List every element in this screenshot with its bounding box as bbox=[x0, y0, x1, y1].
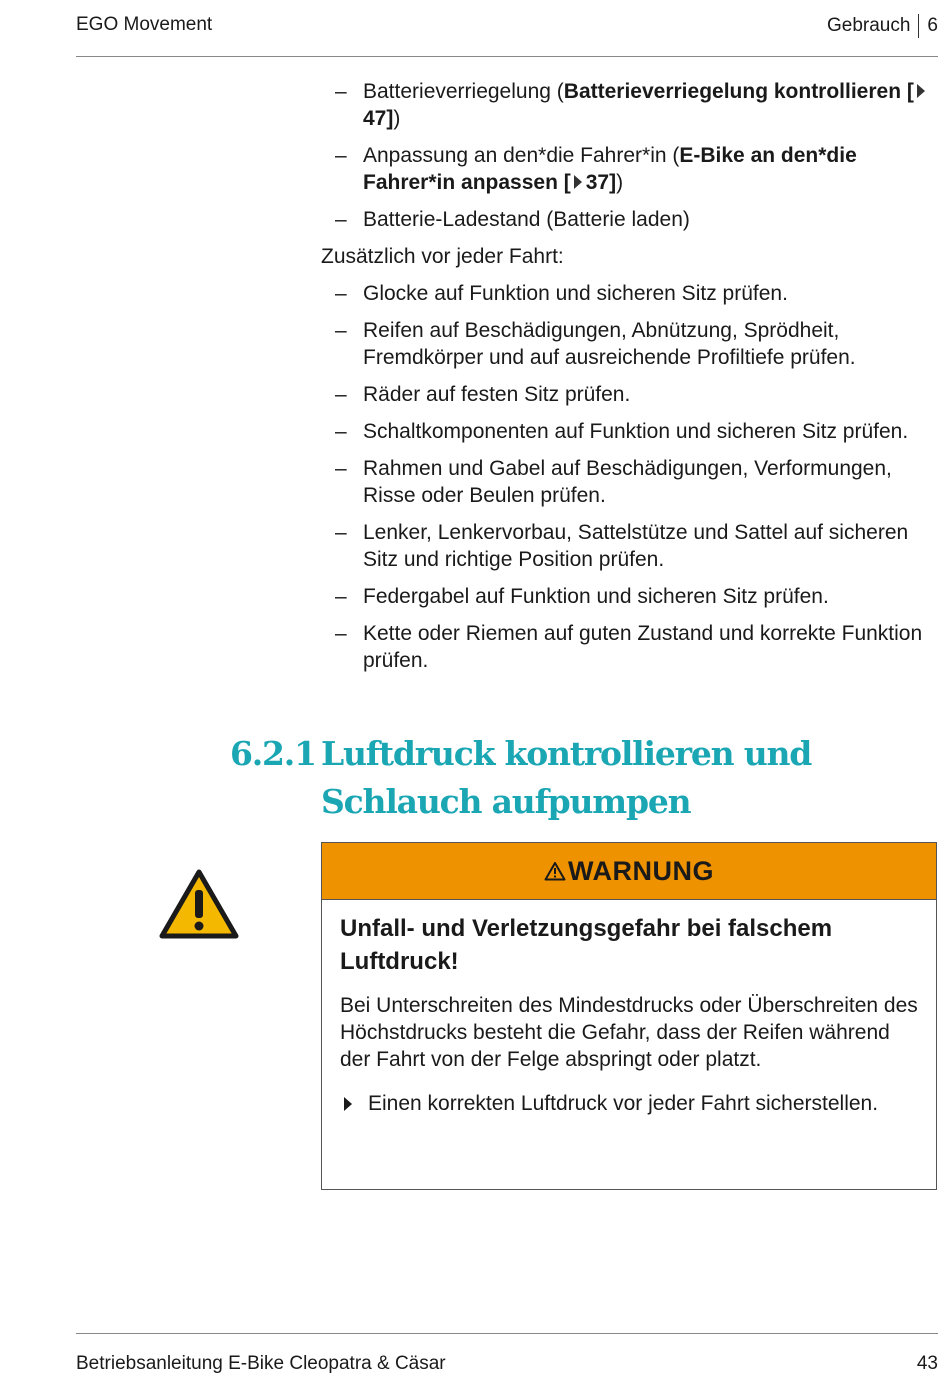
header-rule bbox=[76, 56, 938, 57]
footer-title: Betriebsanleitung E-Bike Cleopatra & Cäsar bbox=[76, 1353, 446, 1374]
warning-triangle-icon bbox=[158, 868, 240, 940]
warning-body bbox=[322, 900, 936, 1118]
page-number: 43 bbox=[916, 1353, 938, 1374]
dash-bullet: – bbox=[335, 383, 347, 406]
footer-rule bbox=[76, 1333, 938, 1334]
dash-bullet: – bbox=[335, 521, 347, 544]
dash-bullet: – bbox=[335, 457, 347, 480]
list-item: – Reifen auf Beschädigungen, Abnützung, Sprödheit, Fremdkörper und auf ausreichende Profiltiefe prüfen. bbox=[335, 319, 856, 369]
list-item: – Glocke auf Funktion und sicheren Sitz prüfen. bbox=[335, 282, 788, 305]
page-ref-arrow-icon bbox=[574, 175, 582, 189]
header-section bbox=[827, 14, 938, 38]
list-item: – Lenker, Lenkervorbau, Sattelstütze und Sattel auf sicheren Sitz und richtige Position prüfen. bbox=[335, 521, 909, 571]
warning-text: Bei Unterschreiten des Mindestdrucks oder Überschreiten des Höchstdrucks besteht die Gefahr, dass der Reifen während der Fahrt von der Felge abspringt oder platzt. bbox=[340, 994, 918, 1071]
list-item: – Rahmen und Gabel auf Beschädigungen, Verformungen, Risse oder Beulen prüfen. bbox=[335, 457, 892, 507]
list-item: – Anpassung an den*die Fahrer*in (E-Bike an den*die Fahrer*in anpassen [ 37]) bbox=[335, 144, 857, 194]
list-item: – Räder auf festen Sitz prüfen. bbox=[335, 383, 631, 406]
intro-text: Zusätzlich vor jeder Fahrt: bbox=[321, 245, 564, 268]
section-title: Luftdruck kontrollieren und Schlauch aufpumpen bbox=[321, 734, 812, 821]
dash-bullet: – bbox=[335, 622, 347, 645]
list-item: – Federgabel auf Funktion und sicheren Sitz prüfen. bbox=[335, 585, 829, 608]
header-chapter-number: 6 bbox=[927, 15, 938, 36]
list-item: – Schaltkomponenten auf Funktion und sicheren Sitz prüfen. bbox=[335, 420, 909, 443]
checklist-content bbox=[321, 78, 931, 684]
warning-title: Unfall- und Verletzungsgefahr bei falschem Luftdruck! bbox=[340, 915, 833, 975]
dash-bullet: – bbox=[335, 80, 347, 103]
dash-bullet: – bbox=[335, 420, 347, 443]
dash-bullet: – bbox=[335, 144, 347, 167]
dash-bullet: – bbox=[335, 208, 347, 231]
section-number: 6.2.1 bbox=[230, 734, 316, 773]
warning-header bbox=[322, 843, 936, 900]
list-item: – Kette oder Riemen auf guten Zustand und korrekte Funktion prüfen. bbox=[335, 622, 923, 672]
list-item: – Batterieverriegelung (Batterieverriegelung kontrollieren [47]) bbox=[321, 78, 931, 132]
dash-bullet: – bbox=[335, 282, 347, 305]
cross-reference-link[interactable]: E-Bike an den*die Fahrer*in anpassen [ 37] bbox=[363, 144, 857, 194]
page-ref-arrow-icon bbox=[917, 84, 925, 98]
warning-small-icon bbox=[544, 861, 566, 881]
dash-bullet: – bbox=[335, 585, 347, 608]
warning-action: Einen korrekten Luftdruck vor jeder Fahrt sicherstellen. bbox=[340, 1089, 918, 1118]
header-title: EGO Movement bbox=[76, 14, 213, 35]
warning-label: WARNUNG bbox=[568, 855, 714, 886]
header-divider bbox=[918, 14, 919, 38]
cross-reference-link[interactable]: Batterieverriegelung kontrollieren [47] bbox=[363, 80, 929, 130]
list-item: – Batterie-Ladestand (Batterie laden) bbox=[335, 208, 690, 231]
dash-bullet: – bbox=[335, 319, 347, 342]
action-arrow-icon bbox=[344, 1097, 352, 1111]
warning-box bbox=[321, 842, 937, 1190]
header-section-name: Gebrauch bbox=[826, 15, 911, 36]
